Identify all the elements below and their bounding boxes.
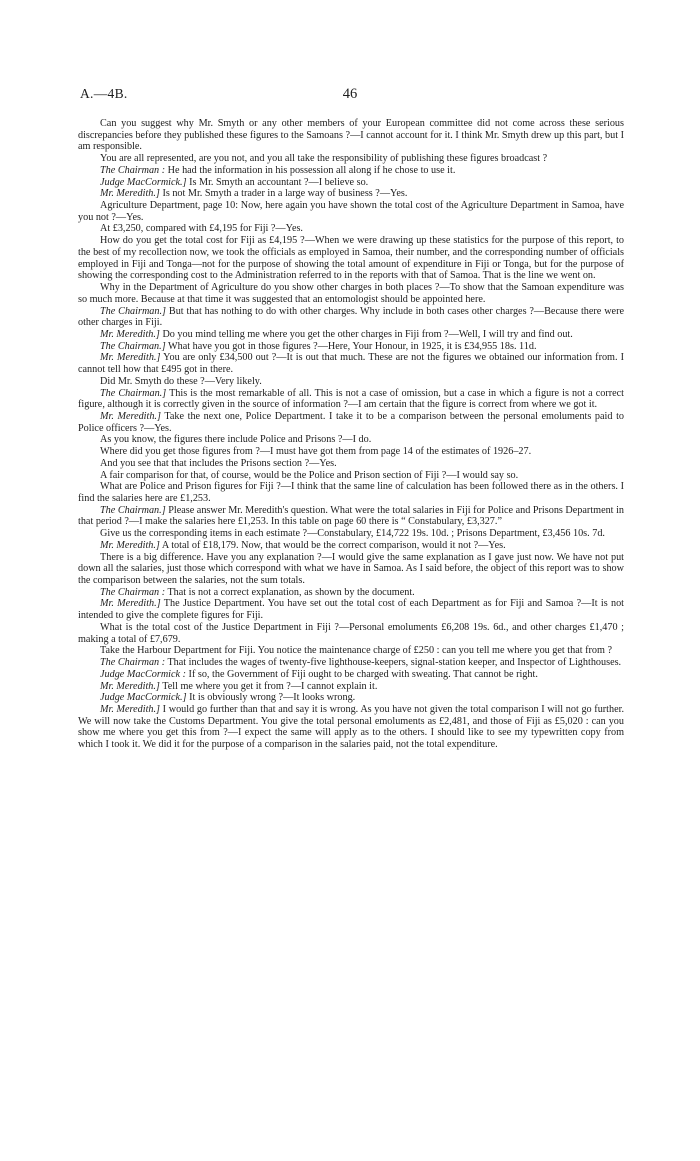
transcript-paragraph [78, 223, 624, 235]
paragraph-text: Take the next one, Police Department. I take it to be a comparison between the personal emoluments paid to Police officers ?—Yes. [78, 410, 625, 434]
paragraph-text: There is a big difference. Have you any explanation ?—I would give the same explanation as I gave just now. We have not put down all the salaries, just those which correspond with what we have in Samoa. As I said before, the object of this report was to show the comparison between the salaries, not the sum totals. [78, 551, 624, 587]
paragraph-text: At £3,250, compared with £4,195 for Fiji ?—Yes. [100, 223, 303, 235]
transcript-paragraph [78, 458, 624, 470]
speaker-name: The Chairman : [100, 657, 166, 669]
paragraph-text: Why in the Department of Agriculture do you show other charges in both places ?—To show that the Samoan expenditure was so much more. Because at that time it was suggested that an entomologist should be appointed here. [78, 282, 624, 305]
paragraph-text: He had the information in his possession all along if he chose to use it. [165, 164, 456, 176]
transcript-paragraph [78, 598, 624, 621]
speaker-name: The Chairman : [100, 586, 166, 598]
speaker-name: The Chairman.] [100, 305, 167, 317]
speaker-name: The Chairman.] [100, 340, 166, 352]
paragraph-text: As you know, the figures there include Police and Prisons ?—I do. [100, 434, 372, 446]
transcript-paragraph [78, 188, 624, 200]
paragraph-text: Tell me where you get it from ?—I cannot explain it. [159, 680, 378, 692]
paragraph-text: How do you get the total cost for Fiji as £4,195 ?—When we were drawing up these statistics for the purpose of this report, to the best of my recollection now, we took the officials as employed in Samoa, their number, and the corresponding number of officials employed in Fiji and Tonga—not for the purpose of showing the total amount of expenditure in Fiji or Tonga, but for the purpose of showing the corresponding cost to the Administration referred to in the reports with that of Samoa. That is the line we went on. [78, 235, 624, 282]
transcript-paragraph [78, 388, 624, 411]
transcript-paragraph [78, 153, 624, 165]
transcript-paragraph [78, 470, 624, 482]
paragraph-text: You are all represented, are you not, and you all take the responsibility of publishing these figures broadcast ? [100, 153, 548, 165]
paragraph-text: What are Police and Prison figures for Fiji ?—I think that the same line of calculation has been followed there as in the others. I find the salaries here are £1,253. [78, 481, 624, 504]
speaker-name: Mr. Meredith.] [100, 598, 161, 610]
speaker-name: Mr. Meredith.] [100, 703, 161, 715]
transcript-paragraph [78, 282, 624, 305]
paragraph-text: Please answer Mr. Meredith's question. What were the total salaries in Fiji for Police and Prisons Department in that period ?—I make the salaries here £1,253. In this table on page 60 there is “ Constabulary, £3,327.” [78, 504, 624, 528]
speaker-name: The Chairman : [100, 164, 166, 176]
paragraph-text: What have you got in those figures ?—Here, Your Honour, in 1925, it is £34,955 18s. 11d. [165, 340, 537, 352]
transcript-paragraph [78, 587, 624, 599]
transcript-paragraph [78, 704, 624, 751]
speaker-name: Mr. Meredith.] [100, 328, 160, 340]
paragraph-text: A total of £18,179. Now, that would be the correct comparison, would it not ?—Yes. [159, 539, 506, 551]
transcript-paragraph [78, 376, 624, 388]
transcript-paragraph [78, 434, 624, 446]
speaker-name: Mr. Meredith.] [100, 680, 160, 692]
paragraph-text: The Justice Department. You have set out the total cost of each Department as for Fiji and Samoa ?—It is not intended to give the complete figures for Fiji. [78, 598, 625, 622]
paragraph-text: Can you suggest why Mr. Smyth or any other members of your European committee did not come across these serious discrepancies before they published these figures to the Samoans ?—I cannot account for it. I think Mr. Smyth drew up this part, but I am responsible. [78, 118, 624, 153]
paragraph-text: This is the most remarkable of all. This is not a case of omission, but a case in which a figure is not a correct figure, although it is correctly given in the source of information ?—I am certain that the figure is correct from where we got it. [78, 387, 624, 411]
transcript-paragraph [78, 341, 624, 353]
speaker-name: The Chairman.] [100, 504, 166, 516]
series-code: A.—4B. [80, 86, 128, 101]
paragraph-text: Agriculture Department, page 10: Now, here again you have shown the total cost of the Agriculture Department in Samoa, have you not ?—Yes. [78, 200, 624, 223]
paragraph-text: But that has nothing to do with other charges. Why include in both cases other charges ?—Because there were other charges in Fiji. [78, 305, 624, 329]
paragraph-text: That is not a correct explanation, as shown by the document. [165, 586, 415, 598]
speaker-name: The Chairman.] [100, 387, 167, 399]
transcript-paragraph [78, 540, 624, 552]
transcript-paragraph [78, 528, 624, 540]
transcript-paragraph [78, 329, 624, 341]
transcript-paragraph [78, 306, 624, 329]
paragraph-text: Is Mr. Smyth an accountant ?—I believe so. [186, 176, 369, 188]
transcript-paragraph [78, 235, 624, 282]
transcript-paragraph [78, 165, 624, 177]
paragraph-text: Take the Harbour Department for Fiji. You notice the maintenance charge of £250 : can you tell me where you get that from ? [100, 645, 612, 657]
paragraph-text: Where did you get those figures from ?—I must have got them from page 14 of the estimates of 1926–27. [100, 446, 532, 458]
transcript-paragraph [78, 481, 624, 504]
transcript-paragraph [78, 552, 624, 587]
paragraph-text: It is obviously wrong ?—It looks wrong. [186, 692, 356, 704]
transcript-paragraph [78, 622, 624, 645]
page-number: 46 [342, 86, 358, 102]
transcript-paragraph [78, 446, 624, 458]
paragraph-text: A fair comparison for that, of course, would be the Police and Prison section of Fiji ?—I would say so. [100, 469, 519, 481]
speaker-name: Mr. Meredith.] [100, 188, 160, 200]
paragraph-text: What is the total cost of the Justice Department in Fiji ?—Personal emoluments £6,208 19s. 6d., and other charges £1,470 ; making a total of £7,679. [78, 621, 624, 645]
transcript-paragraph [78, 118, 624, 153]
paragraph-text: You are only £34,500 out ?—It is out that much. These are not the figures we obtained our information from. I cannot tell how that £495 got in there. [78, 352, 625, 376]
paragraph-text: And you see that that includes the Prisons section ?—Yes. [100, 457, 337, 469]
transcript-paragraph [78, 669, 624, 681]
paragraph-text: Is not Mr. Smyth a trader in a large way of business ?—Yes. [159, 188, 408, 200]
transcript-paragraph [78, 411, 624, 434]
speaker-name: Mr. Meredith.] [100, 410, 161, 422]
speaker-name: Mr. Meredith.] [100, 539, 160, 551]
paragraph-text: Did Mr. Smyth do these ?—Very likely. [100, 375, 262, 387]
paragraph-text: Do you mind telling me where you get the other charges in Fiji from ?—Well, I will try and find out. [159, 328, 573, 340]
transcript-paragraph [78, 177, 624, 189]
speaker-name: Mr. Meredith.] [100, 352, 161, 364]
speaker-name: Judge MacCormick : [100, 668, 186, 680]
paragraph-text: I would go further than that and say it is wrong. As you have not given the total comparison I will not go further. We will now take the Customs Department. You give the total personal emoluments as £2,481, and those of Fiji as £5,020 : can you show me where you get this from ?—I expect the same will apply as to the others. I should like to see my typewritten copy from which I took it. We did it for the purpose of a comparison in the salaries paid, not the total expenditure. [78, 703, 625, 751]
transcript-paragraph [78, 645, 624, 657]
transcript-paragraph [78, 681, 624, 693]
paragraph-text: Give us the corresponding items in each estimate ?—Constabulary, £14,722 19s. 10d. ; Prisons Department, £3,456 10s. 7d. [100, 528, 605, 540]
transcript-paragraph [78, 505, 624, 528]
transcript-paragraph [78, 657, 624, 669]
paragraph-text: That includes the wages of twenty-five lighthouse-keepers, signal-station keeper, and Inspector of Lighthouses. [165, 657, 622, 669]
transcript-paragraph [78, 692, 624, 704]
speaker-name: Judge MacCormick.] [100, 692, 187, 704]
speaker-name: Judge MacCormick.] [100, 176, 187, 188]
paragraph-text: If so, the Government of Fiji ought to be charged with sweating. That cannot be right. [186, 668, 538, 680]
transcript-paragraph [78, 200, 624, 223]
transcript-paragraph [78, 352, 624, 375]
page-body [78, 118, 624, 751]
page-header [80, 86, 620, 106]
